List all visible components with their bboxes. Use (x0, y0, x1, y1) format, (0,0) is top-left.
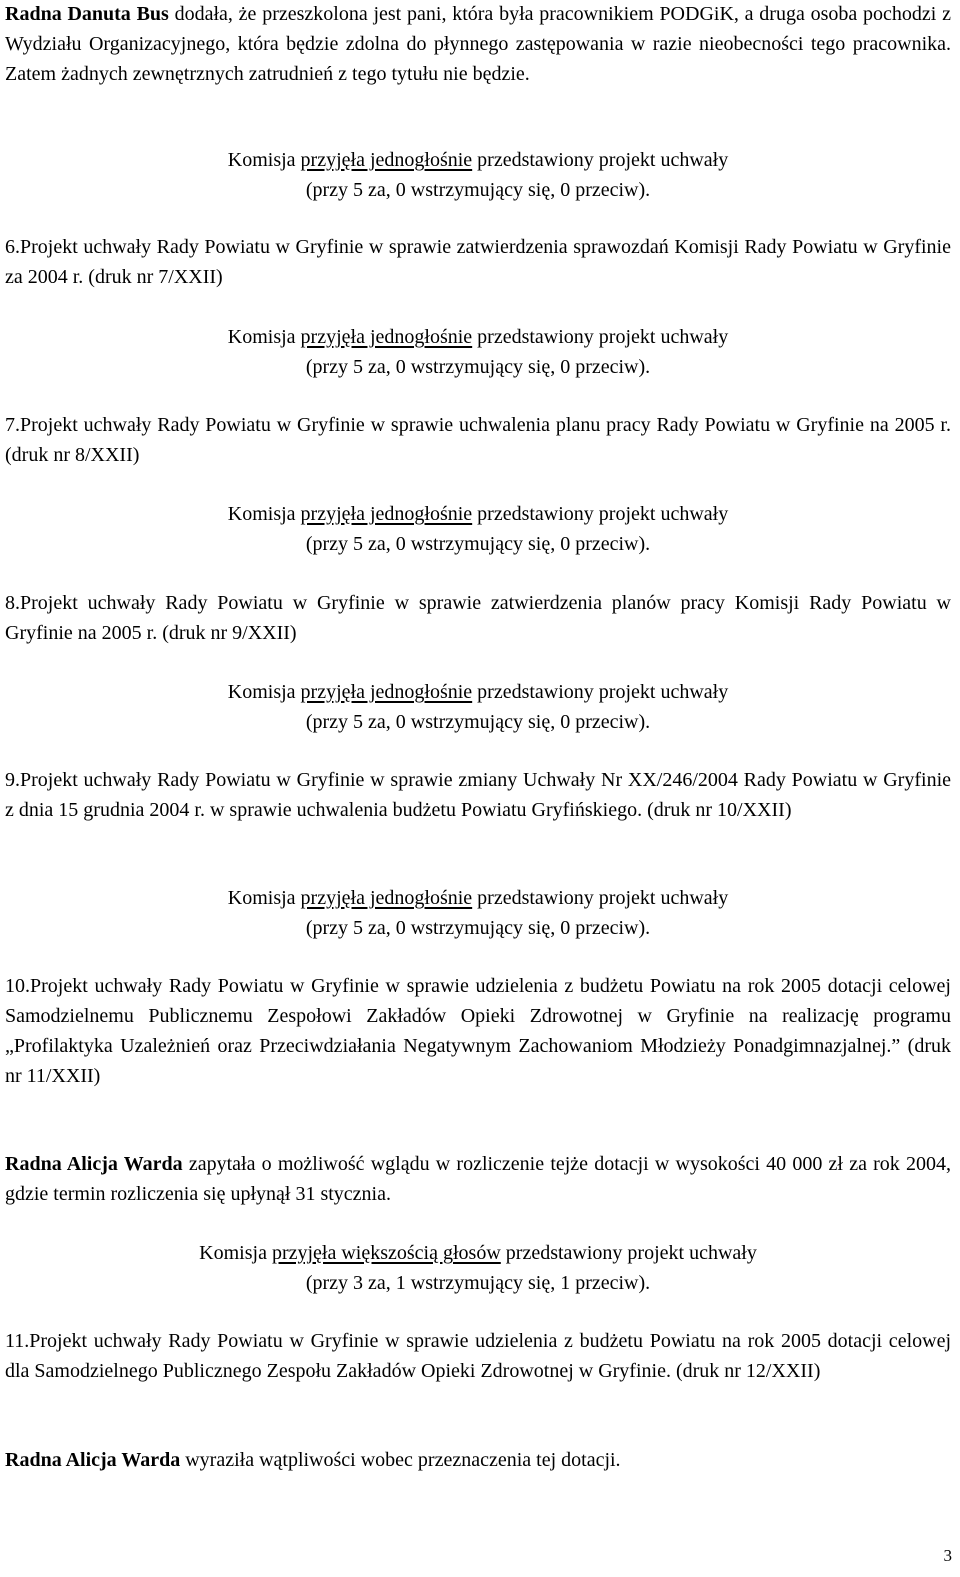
vote-block (5, 499, 951, 559)
vote-line: Komisja przyjęła jednogłośnie przedstawiony projekt uchwały (227, 326, 729, 348)
intro-text: dodała, że przeszkolona jest pani, która była pracownikiem PODGiK, a druga osoba pochodzi z Wydziału Organizacyjnego, która będzie zdolna do płynnego zastępowania w razie nieobecności tego pracownika. Zatem żadnych zewnętrznych zatrudnień z tego tytułu nie będzie. (5, 3, 951, 85)
speaker-name: Radna Danuta Bus (5, 3, 169, 25)
vote-result: przyjęła jednogłośnie (300, 149, 473, 171)
agenda-item-11: 11.Projekt uchwały Rady Powiatu w Gryfinie w sprawie udzielenia z budżetu Powiatu na rok 2005 dotacji celowej dla Samodzielnego Publicznego Zespołu Zakładów Opieki Zdrowotnej w Gryfinie. (druk nr 12/XXII) (5, 1330, 951, 1382)
vote-counts: (przy 3 za, 1 wstrzymujący się, 1 przeciw). (305, 1272, 651, 1294)
intro-paragraph (5, 0, 951, 89)
speaker-name: Radna Alicja Warda (5, 1153, 183, 1175)
agenda-item-7: 7.Projekt uchwały Rady Powiatu w Gryfinie w sprawie uchwalenia planu pracy Rady Powiatu w Gryfinie na 2005 r. (druk nr 8/XXII) (5, 414, 951, 466)
vote-block (5, 145, 951, 205)
agenda-item-10: 10.Projekt uchwały Rady Powiatu w Gryfinie w sprawie udzielenia z budżetu Powiatu na rok 2005 dotacji celowej Samodzielnemu Publicznemu Zespołowi Zakładów Opieki Zdrowotnej w Gryfinie na realizację programu „Profilaktyka Uzależnień oraz Przeciwdziałania Negatywnym Zachowaniom Młodzieży Ponadgimnazjalnej.” (druk nr 11/XXII) (5, 975, 951, 1087)
vote-counts: (przy 5 za, 0 wstrzymujący się, 0 przeciw). (305, 917, 651, 939)
vote-counts: (przy 5 za, 0 wstrzymujący się, 0 przeciw). (305, 356, 651, 378)
vote-line: Komisja przyjęła większością głosów przedstawiony projekt uchwały (199, 1242, 757, 1264)
vote-result: przyjęła jednogłośnie (300, 681, 473, 703)
vote-result: przyjęła jednogłośnie (300, 326, 473, 348)
vote-block (5, 883, 951, 943)
vote-result: przyjęła jednogłośnie (300, 887, 473, 909)
speaker-text: zapytała o możliwość wglądu w rozliczenie tejże dotacji w wysokości 40 000 zł za rok 2004, gdzie termin rozliczenia się upłynął 31 stycznia. (5, 1153, 952, 1205)
speaker-name: Radna Alicja Warda (5, 1449, 181, 1471)
vote-result: przyjęła większością głosów (271, 1242, 501, 1264)
page-number: 3 (943, 1546, 952, 1565)
agenda-item-6: 6.Projekt uchwały Rady Powiatu w Gryfinie w sprawie zatwierdzenia sprawozdań Komisji Rady Powiatu w Gryfinie za 2004 r. (druk nr 7/XXII) (5, 236, 951, 288)
speaker-paragraph (5, 1149, 951, 1209)
vote-line: Komisja przyjęła jednogłośnie przedstawiony projekt uchwały (227, 503, 729, 525)
vote-counts: (przy 5 za, 0 wstrzymujący się, 0 przeciw). (305, 533, 651, 555)
vote-counts: (przy 5 za, 0 wstrzymujący się, 0 przeciw). (305, 711, 651, 733)
speaker-paragraph (5, 1445, 951, 1475)
vote-counts: (przy 5 za, 0 wstrzymujący się, 0 przeciw). (305, 179, 651, 201)
speaker-text: wyraziła wątpliwości wobec przeznaczenia tej dotacji. (180, 1449, 621, 1471)
agenda-item-9: 9.Projekt uchwały Rady Powiatu w Gryfinie w sprawie zmiany Uchwały Nr XX/246/2004 Rady Powiatu w Gryfinie z dnia 15 grudnia 2004 r. w sprawie uchwalenia budżetu Powiatu Gryfińskiego. (druk nr 10/XXII) (5, 769, 951, 821)
vote-block (5, 322, 951, 382)
vote-line: Komisja przyjęła jednogłośnie przedstawiony projekt uchwały (227, 149, 729, 171)
agenda-item-8: 8.Projekt uchwały Rady Powiatu w Gryfinie w sprawie zatwierdzenia planów pracy Komisji Rady Powiatu w Gryfinie na 2005 r. (druk nr 9/XXII) (5, 592, 951, 644)
vote-result: przyjęła jednogłośnie (300, 503, 473, 525)
vote-line: Komisja przyjęła jednogłośnie przedstawiony projekt uchwały (227, 887, 729, 909)
vote-block (5, 677, 951, 737)
vote-line: Komisja przyjęła jednogłośnie przedstawiony projekt uchwały (227, 681, 729, 703)
vote-block-majority (5, 1238, 951, 1298)
